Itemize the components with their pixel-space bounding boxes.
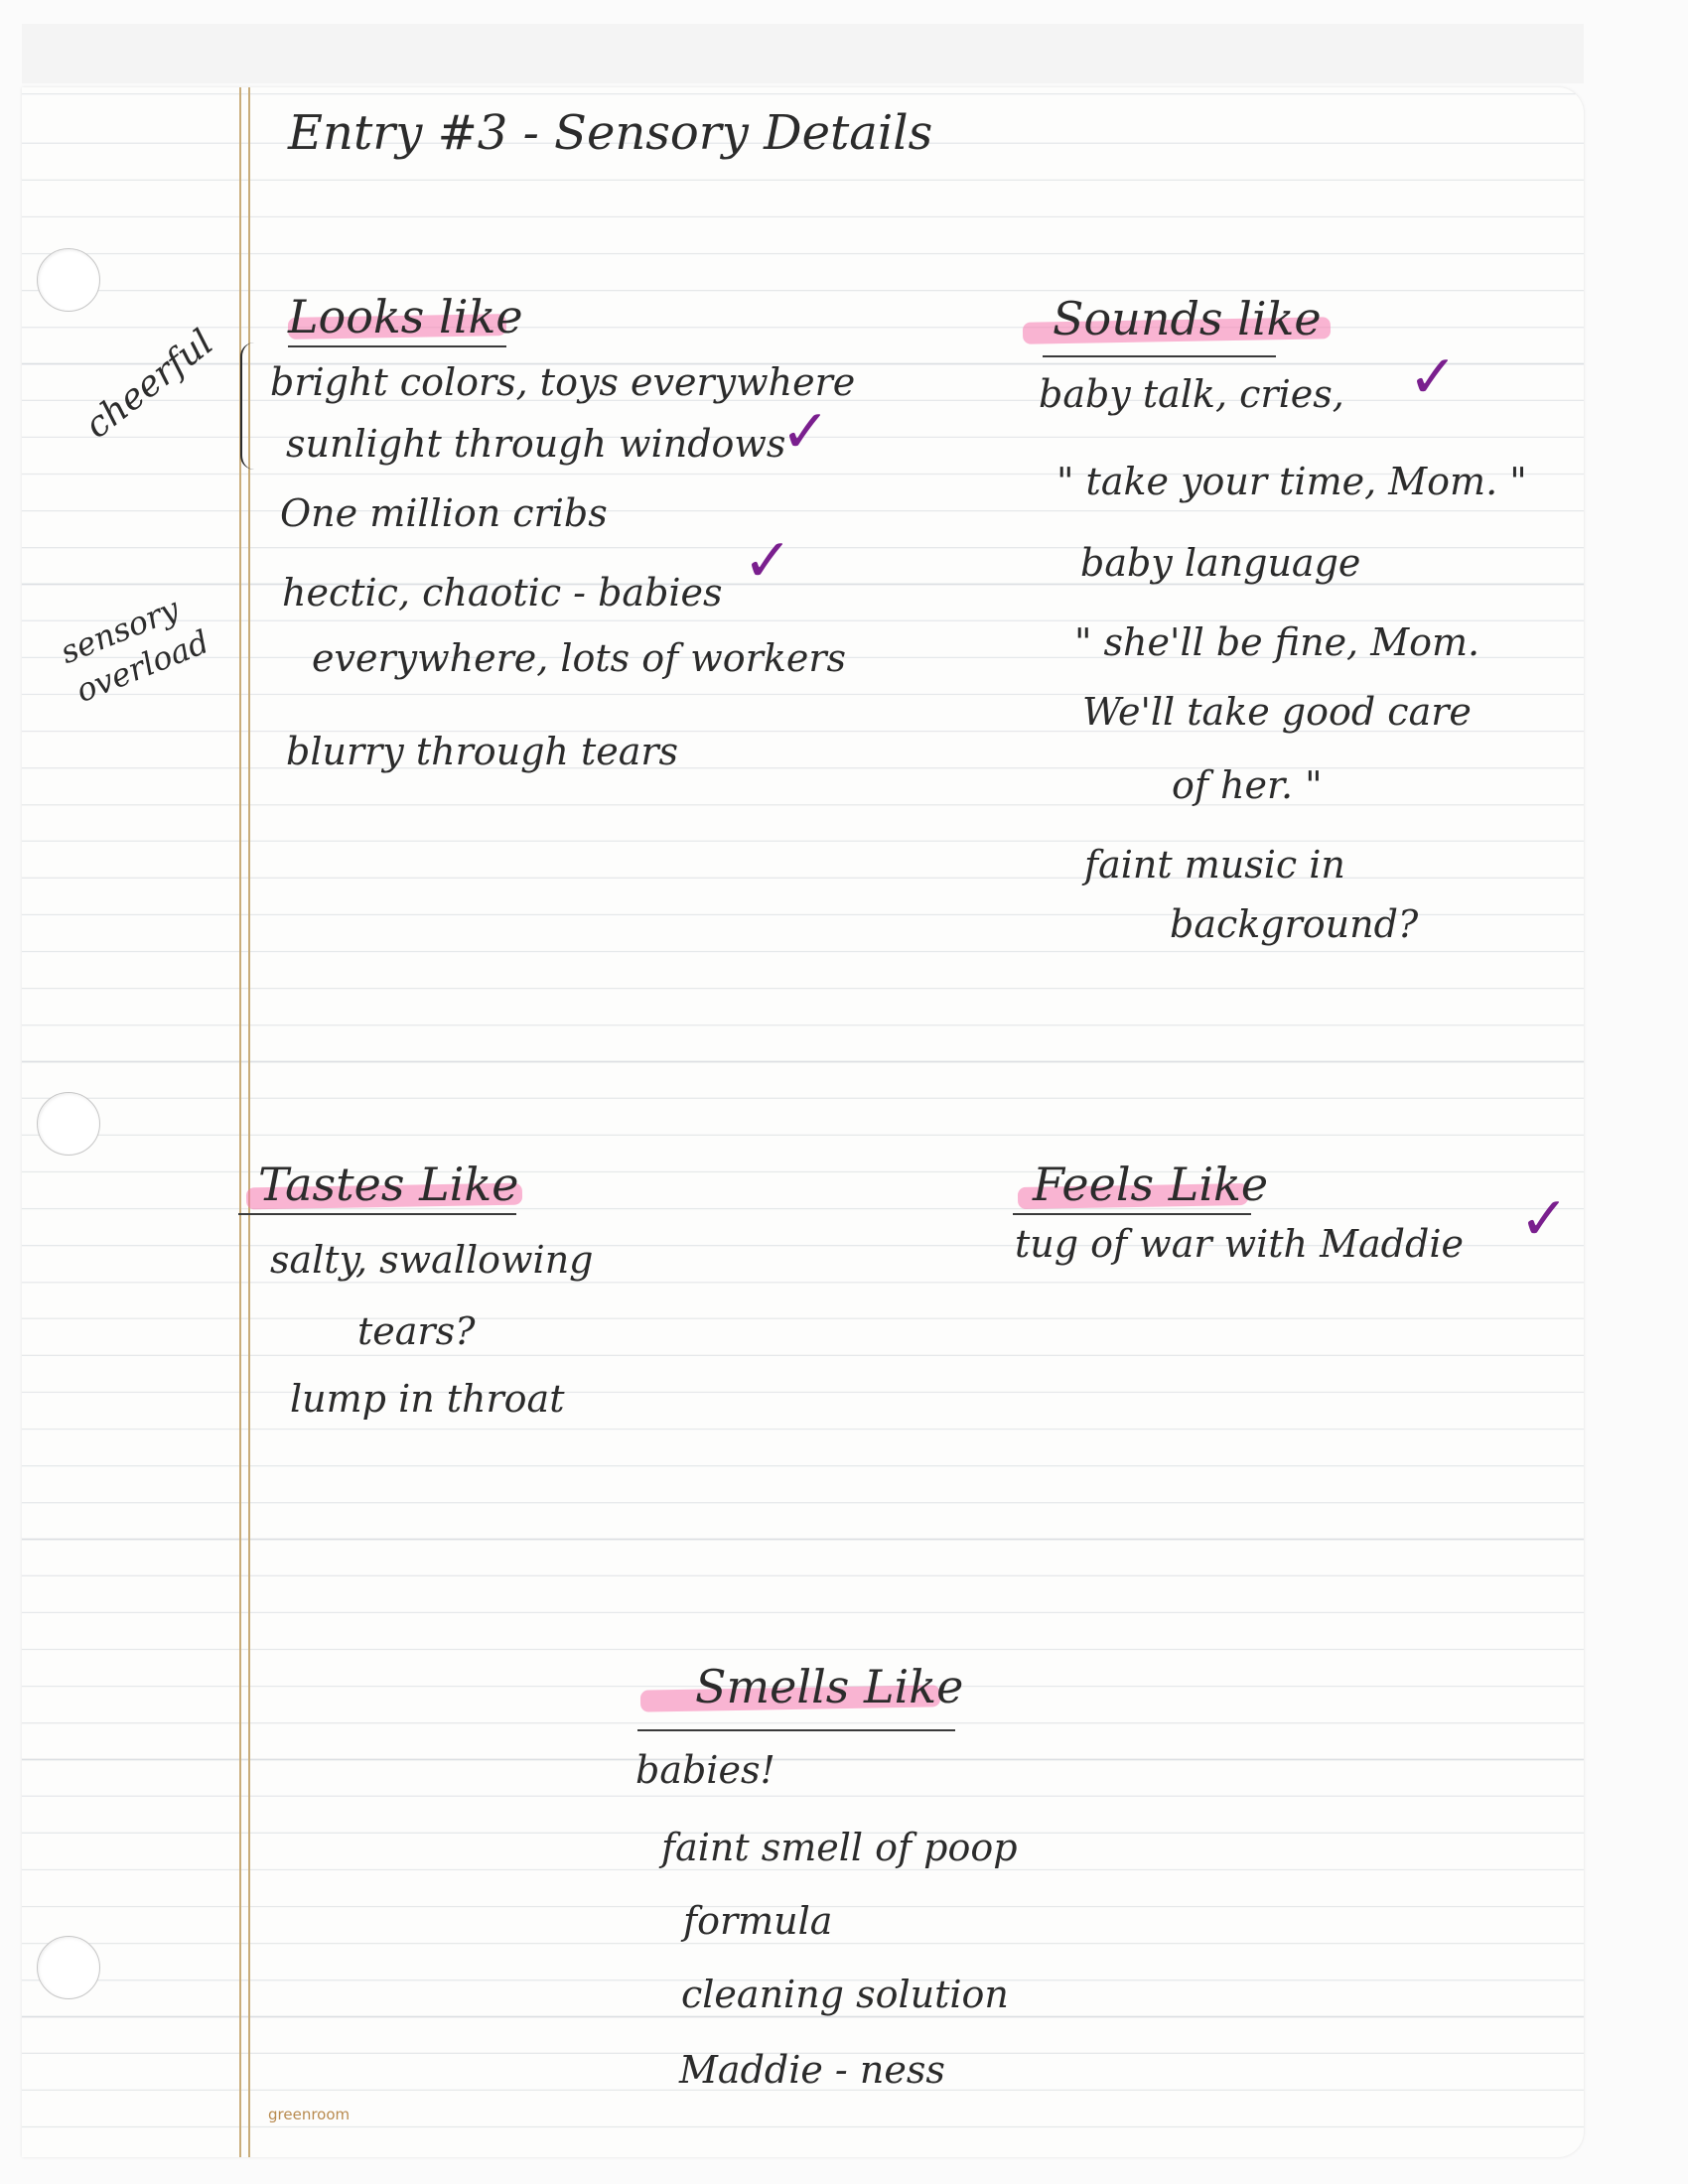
binder-hole: [37, 1092, 100, 1156]
heading-feels-like: Feels Like: [1033, 1158, 1269, 1211]
page-title: Entry #3 - Sensory Details: [288, 105, 933, 161]
sounds-like-line: background?: [1170, 902, 1419, 946]
sounds-like-line: We'll take good care: [1082, 690, 1472, 734]
smells-like-line: cleaning solution: [681, 1973, 1009, 2016]
looks-like-line: sunlight through windows: [286, 422, 786, 466]
heading-underline: [238, 1213, 516, 1215]
heading-underline: [637, 1729, 955, 1731]
smells-like-line: babies!: [635, 1748, 775, 1792]
scanner-edge: [22, 24, 1584, 83]
looks-like-line: blurry through tears: [286, 730, 679, 773]
sounds-like-line: of her. ": [1172, 763, 1323, 807]
check-mark: ✓: [1519, 1184, 1570, 1254]
heading-tastes-like: Tastes Like: [258, 1158, 519, 1211]
binder-hole: [37, 1936, 100, 1999]
binder-hole: [37, 248, 100, 312]
heading-underline: [288, 345, 506, 347]
heading-underline: [1043, 355, 1276, 357]
heading-smells-like: Smells Like: [695, 1660, 964, 1713]
smells-like-line: formula: [683, 1899, 833, 1943]
heading-looks-like: Looks like: [288, 290, 523, 343]
smells-like-line: Maddie - ness: [679, 2048, 945, 2092]
looks-like-line: hectic, chaotic - babies: [282, 571, 723, 614]
heading-sounds-like: Sounds like: [1053, 292, 1322, 345]
check-mark: ✓: [1408, 342, 1459, 412]
brace-mark: [240, 342, 256, 470]
tastes-like-line: salty, swallowing: [270, 1238, 594, 1282]
sounds-like-line: " she'll be fine, Mom.: [1074, 620, 1480, 664]
margin-note-sensory-overload: sensory overload: [55, 590, 214, 710]
sounds-like-line: baby language: [1080, 541, 1361, 585]
tastes-like-line: lump in throat: [290, 1377, 565, 1421]
looks-like-line: bright colors, toys everywhere: [270, 360, 856, 404]
brand-logo: greenroom: [268, 2106, 351, 2123]
sounds-like-line: " take your time, Mom. ": [1056, 460, 1527, 503]
check-mark: ✓: [780, 397, 831, 467]
sounds-like-line: faint music in: [1084, 843, 1345, 887]
smells-like-line: faint smell of poop: [661, 1826, 1018, 1869]
margin-note-cheerful: cheerful: [77, 322, 221, 447]
heading-underline: [1013, 1213, 1251, 1215]
tastes-like-line: tears?: [357, 1309, 476, 1353]
sounds-like-line: baby talk, cries,: [1039, 372, 1344, 416]
looks-like-line: One million cribs: [280, 491, 608, 535]
check-mark: ✓: [743, 526, 793, 596]
feels-like-line: tug of war with Maddie: [1015, 1222, 1464, 1266]
looks-like-line: everywhere, lots of workers: [312, 636, 847, 680]
